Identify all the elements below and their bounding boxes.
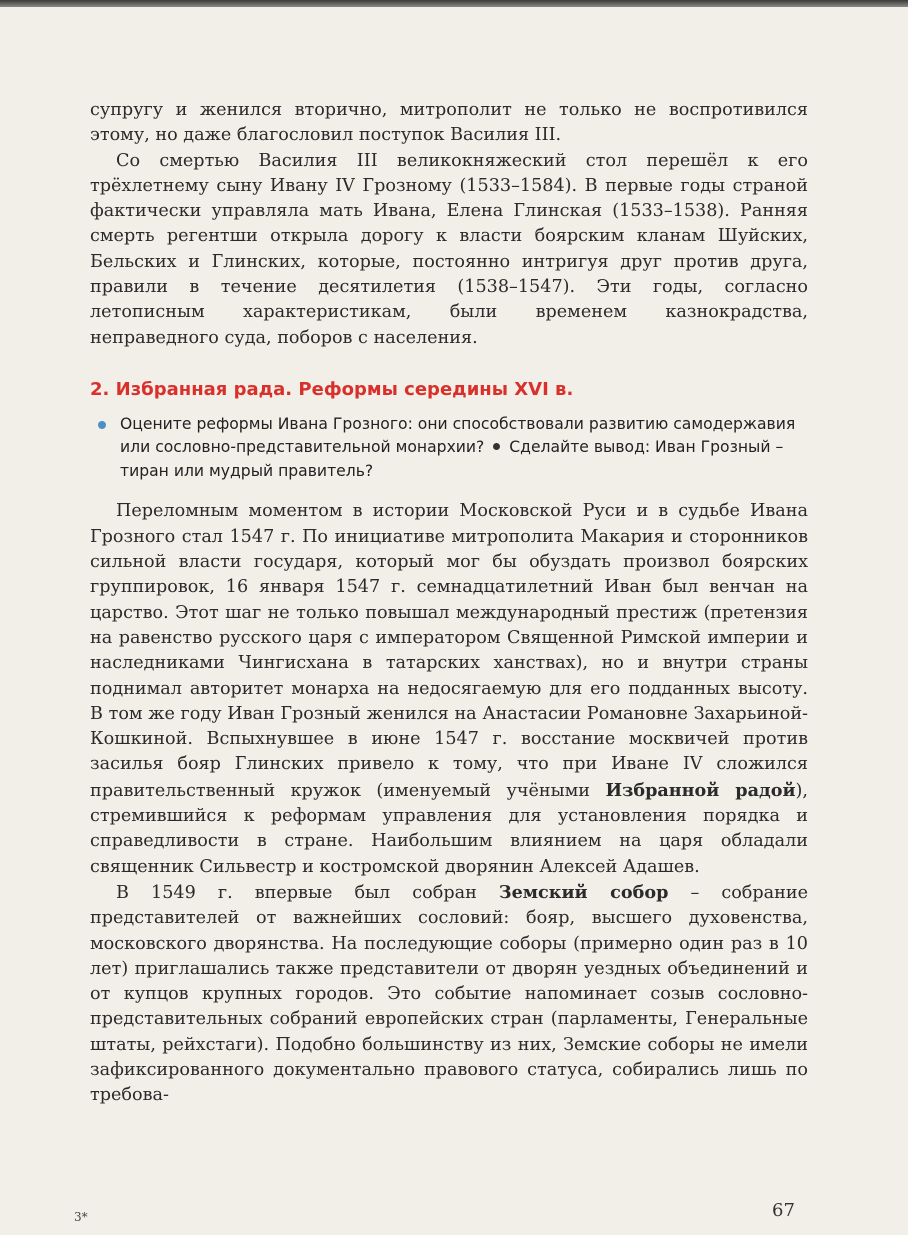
page-number: 67 <box>772 1200 795 1221</box>
task-block <box>90 413 808 484</box>
paragraph-4 <box>90 880 808 1109</box>
task-inline-bullet-icon <box>493 443 500 450</box>
paragraph-3 <box>90 499 808 879</box>
paragraph-3-text-a: Переломным моментом в истории Московской Руси и в судьбе Ивана Грозного стал 1547 г. По инициативе митрополита Макария и сторонников сильной власти государя, который мог бы обуздать произвол боярских группировок, 16 января 1547 г. семнадцатилетний Иван был венчан на царство. Этот шаг не только повышал международный престиж (претензия на равенство русского царя с императором Священной Римской империи и наследниками Чингисхана в татарских ханствах), но и внутри страны поднимал авторитет монарха на недосягаемую для его подданных высоту. В том же году Иван Грозный женился на Анастасии Романовне Захарьиной-Кошкиной. Вспыхнувшее в июне 1547 г. восстание москвичей против засилья бояр Глинских привело к тому, что при Иване IV сложился правительственный кружок (именуемый учёными <box>90 501 808 801</box>
page-top-edge <box>0 0 908 7</box>
section-heading: 2. Избранная рада. Реформы середины XVI в. <box>90 378 574 400</box>
task-question-1: Оцените реформы Ивана Грозного: они способствовали развитию самодержавия или сословно-представительной монархии? <box>120 414 796 457</box>
paragraph-4-text-b: – собрание представителей от важнейших сословий: бояр, высшего духовенства, московского дворянства. На последующие соборы (примерно один раз в 10 лет) приглашались также представители от дворян уездных объединений и от купцов крупных городов. Это событие напоминает созыв сословно-представительных собраний европейских стран (парламенты, Генеральные штаты, рейхстаги). Подобно большинству из них, Земские соборы не имели зафиксированного документально правового статуса, собирались лишь по требова- <box>90 882 809 1106</box>
term-izbrannaya-rada: Избранной радой <box>605 779 796 801</box>
term-zemsky-sobor: Земский собор <box>498 881 669 903</box>
signature-mark: 3* <box>74 1210 88 1224</box>
task-bullet-icon <box>98 421 106 429</box>
paragraph-3-text-b: ), стремившийся к реформам управления для установления порядка и справедливости в стране. Наибольшим влиянием на царя обладали священник Сильвестр и костромской дворянин Алексей Адашев. <box>90 780 808 877</box>
paragraph-2: Со смертью Василия III великокняжеский стол перешёл к его трёхлетнему сыну Ивану IV Грозному (1533–1584). В первые годы страной фактически управляла мать Ивана, Елена Глинская (1533–1538). Ранняя смерть регентши открыла дорогу к власти боярским кланам Шуйских, Бельских и Глинских, которые, постоянно интригуя друг против друга, правили в течение десятилетия (1538–1547). Эти годы, согласно летописным характеристикам, были временем казнокрадства, неправедного суда, поборов с населения. <box>90 150 808 348</box>
paragraph-1: супругу и женился вторично, митрополит не только не воспротивился этому, но даже благословил поступок Василия III. <box>90 100 808 146</box>
textbook-page <box>90 98 808 1109</box>
paragraph-4-text-a: В 1549 г. впервые был собран <box>116 882 499 903</box>
task-question-2: Сделайте вывод: Иван Грозный – тиран или мудрый правитель? <box>120 438 784 480</box>
